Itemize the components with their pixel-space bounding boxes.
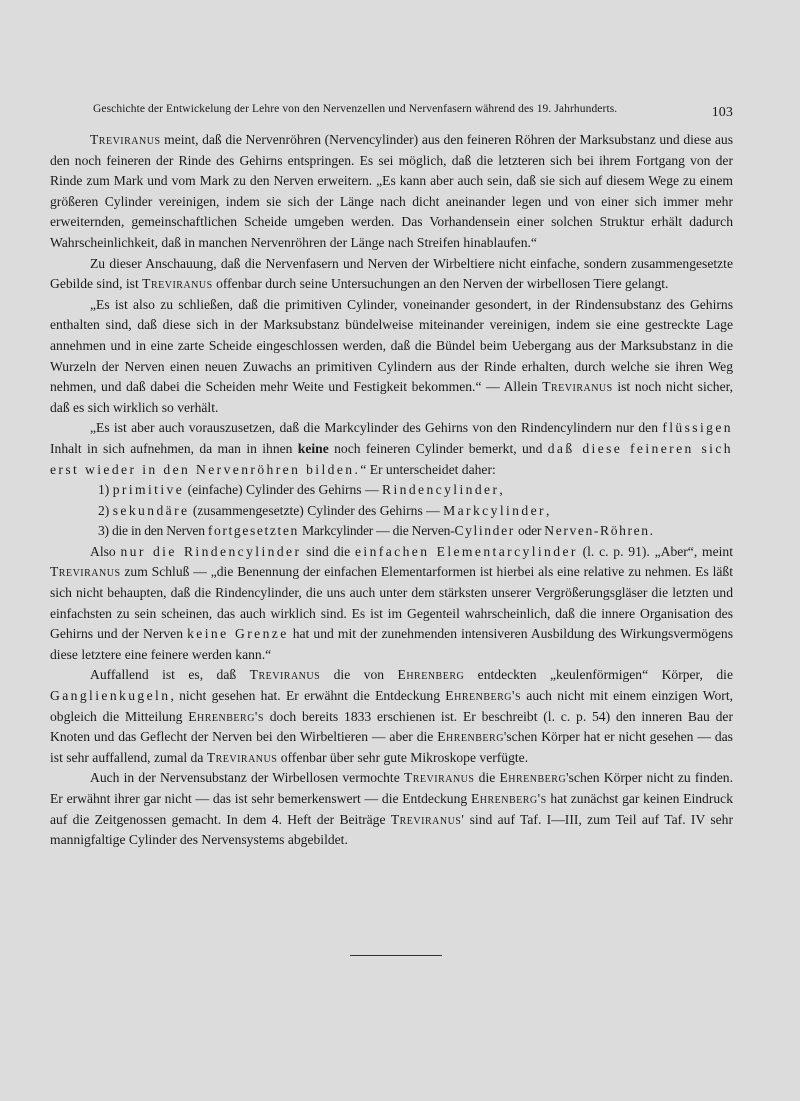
text-run: 'schen Körper nicht zu finden. Er erwähnt ihrer gar nicht — das ist sehr bemerkenswert — die Entdeckung xyxy=(50,770,733,806)
text-run: sind auf Taf. I—III, zum Teil auf Taf. IV sehr mannigfaltige Cylinder des Nervensystems abgebildet. xyxy=(50,811,733,848)
paragraph-3 xyxy=(50,295,733,419)
text-run: hat zunächst gar keinen Eindruck auf die Zeitgenossen gemacht. In dem 4. Heft der Beiträge xyxy=(50,791,733,827)
running-head xyxy=(93,103,733,123)
spaced-text: Cylinder xyxy=(454,523,515,539)
list-item xyxy=(50,521,733,542)
text-run: Auch in der Nervensubstanz der Wirbellosen vermochte xyxy=(90,770,404,786)
text-run: „Es ist also zu schließen, daß die primitiven Cylinder, voneinander gesondert, in der Rindensubstanz des Gehirns enthalten sind, daß diese sich in der Marksubstanz bündelweise miteinander vereinigen, indem sie eine gestreckte Lage annehmen und in eine zarte Scheide eingeschlossen werden, daß die Bündel beim Uebergang aus der Marksubstanz in die Wurzeln der Nerven einen neuen Zuwachs an primitiven Cylindern aus der Rinde erhalten, durch welche sie ihren Weg nehmen, und daß dabei die Scheiden mehr Weite und Festigkeit bekommen.“ — Allein xyxy=(50,296,733,395)
spaced-text: Ganglienkugeln xyxy=(50,688,171,704)
list-item xyxy=(50,501,733,522)
spaced-text: keine Grenze xyxy=(187,626,289,642)
text-run: . xyxy=(649,523,653,539)
text-run: die in den Nerven xyxy=(111,523,208,539)
text-run: , xyxy=(499,482,503,498)
text-run: noch feineren Cylinder bemerkt, und xyxy=(328,440,548,456)
author-name: Ehrenberg's xyxy=(188,708,264,724)
bold-text: keine xyxy=(297,440,329,456)
text-run: auch nicht mit einem einzigen Wort, obgleich die Mitteilung xyxy=(50,688,733,724)
text-run: “ Er unterscheidet daher: xyxy=(360,461,496,477)
text-run: die von xyxy=(320,667,398,683)
text-run: Auffallend ist es, daß xyxy=(90,667,250,683)
text-run: (l. c. p. 91). „Aber“, meint xyxy=(577,543,733,559)
author-name: Treviranus xyxy=(542,379,613,395)
author-name: Ehrenberg xyxy=(397,667,465,683)
text-run: „Es ist aber auch vorauszusetzen, daß die Markcylinder des Gehirns von den Rindencylindern nur den xyxy=(90,420,663,436)
text-run: doch bereits 1833 erschienen ist. Er beschreibt (l. c. p. 54) den inneren Bau der Knoten und das Geflecht der Nerven bei den Wirbeltieren — aber die xyxy=(50,708,733,745)
body-text xyxy=(50,130,733,851)
author-name: Treviranus xyxy=(90,132,161,147)
spaced-text: primitive xyxy=(112,482,185,498)
text-run: offenbar durch seine Untersuchungen an den Nerven der wirbellosen Tiere gelangt. xyxy=(212,276,669,292)
spaced-text: Nerven-Röhren xyxy=(544,523,650,539)
text-run: meint, daß die Nervenröhren (Nervencylinder) aus den feineren Röhren der Marksubstanz und diese aus den noch feineren der Rinde des Gehirns entspringen. Es sei möglich, daß die letzteren sich bei ihrem Fortgang von der Rinde zum Mark und vom Mark zu den Nerven erweitern. „Es kann aber auch sein, daß sie sich auf diesem Wege zu einem größeren Cylinder vereinigen, indem sie sich der Länge nach dicht aneinander legen und von einer sich immer mehr erweiternden, gemeinschaftlichen Scheide umgeben werden. Das Vorhandensein einer solchen Struktur erhält dadurch Wahrscheinlichkeit, daß in manchen Nervenröhren der Länge nach Streifen hinablaufen.“ xyxy=(50,132,733,250)
text-run: Inhalt in sich aufnehmen, da man in ihnen xyxy=(50,440,298,456)
author-name: Ehrenberg xyxy=(437,729,504,745)
author-name: Treviranus xyxy=(50,564,121,580)
text-run: , xyxy=(545,502,550,518)
paragraph-2 xyxy=(50,254,733,295)
spaced-text: Markcylinder xyxy=(443,502,546,518)
paragraph-6 xyxy=(50,665,733,768)
text-run: zum Schluß — „die Benennung der einfachen Elementarformen ist hierbei als eine relative zu nehmen. Es läßt sich nicht behaupten, daß die Rindencylinder, die uns auch unter dem stärksten unserer Vergrößerungsgläser die letzten und einfachsten zu sein scheinen, das auch wirklich sind. Es ist im Gegenteil wahrscheinlich, daß die innere Organisation des Gehirns und der Nerven xyxy=(50,564,733,642)
section-end-rule xyxy=(350,955,442,956)
text-run: , nicht gesehen hat. Er erwähnt die Entdeckung xyxy=(170,688,446,704)
author-name: Ehrenberg xyxy=(499,770,567,786)
paragraph-5 xyxy=(50,542,733,666)
spaced-text: einfachen Elementarcylinder xyxy=(355,543,578,559)
list-number: 1) xyxy=(98,482,113,498)
author-name: Treviranus' xyxy=(390,811,465,827)
text-run: entdeckten „keulenförmigen“ Körper, die xyxy=(464,667,733,683)
author-name: Ehrenberg's xyxy=(470,791,547,806)
text-run: (einfache) Cylinder des Gehirns — xyxy=(184,482,382,498)
paragraph-4 xyxy=(50,418,733,480)
paragraph-1 xyxy=(50,130,733,254)
list-number: 3) xyxy=(98,523,112,539)
list-number: 2) xyxy=(98,502,113,518)
page-number: 103 xyxy=(711,105,733,120)
author-name: Treviranus xyxy=(206,749,278,765)
running-title: Geschichte der Entwickelung der Lehre von den Nervenzellen und Nervenfasern während des 19. Jahrhunderts. xyxy=(93,103,618,115)
spaced-text: Rindencylinder xyxy=(381,482,500,498)
paragraph-7 xyxy=(50,768,733,850)
cylinder-list xyxy=(50,480,733,542)
spaced-text: daß diese feineren sich erst wieder in den Nervenröhren bilden. xyxy=(50,440,733,477)
author-name: Ehrenberg's xyxy=(445,688,522,704)
text-run: 'schen Körper hat er nicht gesehen — das ist sehr auffallend, zumal da xyxy=(50,729,733,765)
text-run: sind die xyxy=(301,543,355,559)
text-run: Also xyxy=(90,543,121,559)
spaced-text: fortgesetzten xyxy=(207,523,299,539)
author-name: Treviranus xyxy=(142,276,213,292)
spaced-text: nur die Rindencylinder xyxy=(120,543,302,559)
author-name: Treviranus xyxy=(249,667,321,683)
text-run: offenbar über sehr gute Mikroskope verfügte. xyxy=(277,749,529,765)
text-run: Markcylinder — die Nerven- xyxy=(298,523,455,539)
text-run: (zusammengesetzte) Cylinder des Gehirns — xyxy=(189,502,444,518)
spaced-text: flüssigen xyxy=(662,420,733,436)
text-run: die xyxy=(474,770,500,786)
author-name: Treviranus xyxy=(403,770,475,786)
text-run: hat und mit der zunehmenden intensiveren Ausbildung des Wirkungsvermögens diese letztere eine feinere werden kann.“ xyxy=(50,626,733,662)
text-run: oder xyxy=(514,523,545,539)
text-run: Zu dieser Anschauung, daß die Nervenfasern und Nerven der Wirbeltiere nicht einfache, sondern zusammengesetzte Gebilde sind, ist xyxy=(50,255,733,292)
text-run: ist noch nicht sicher, daß es sich wirklich so verhält. xyxy=(50,379,733,415)
list-item xyxy=(50,480,733,501)
spaced-text: sekundäre xyxy=(112,502,190,518)
